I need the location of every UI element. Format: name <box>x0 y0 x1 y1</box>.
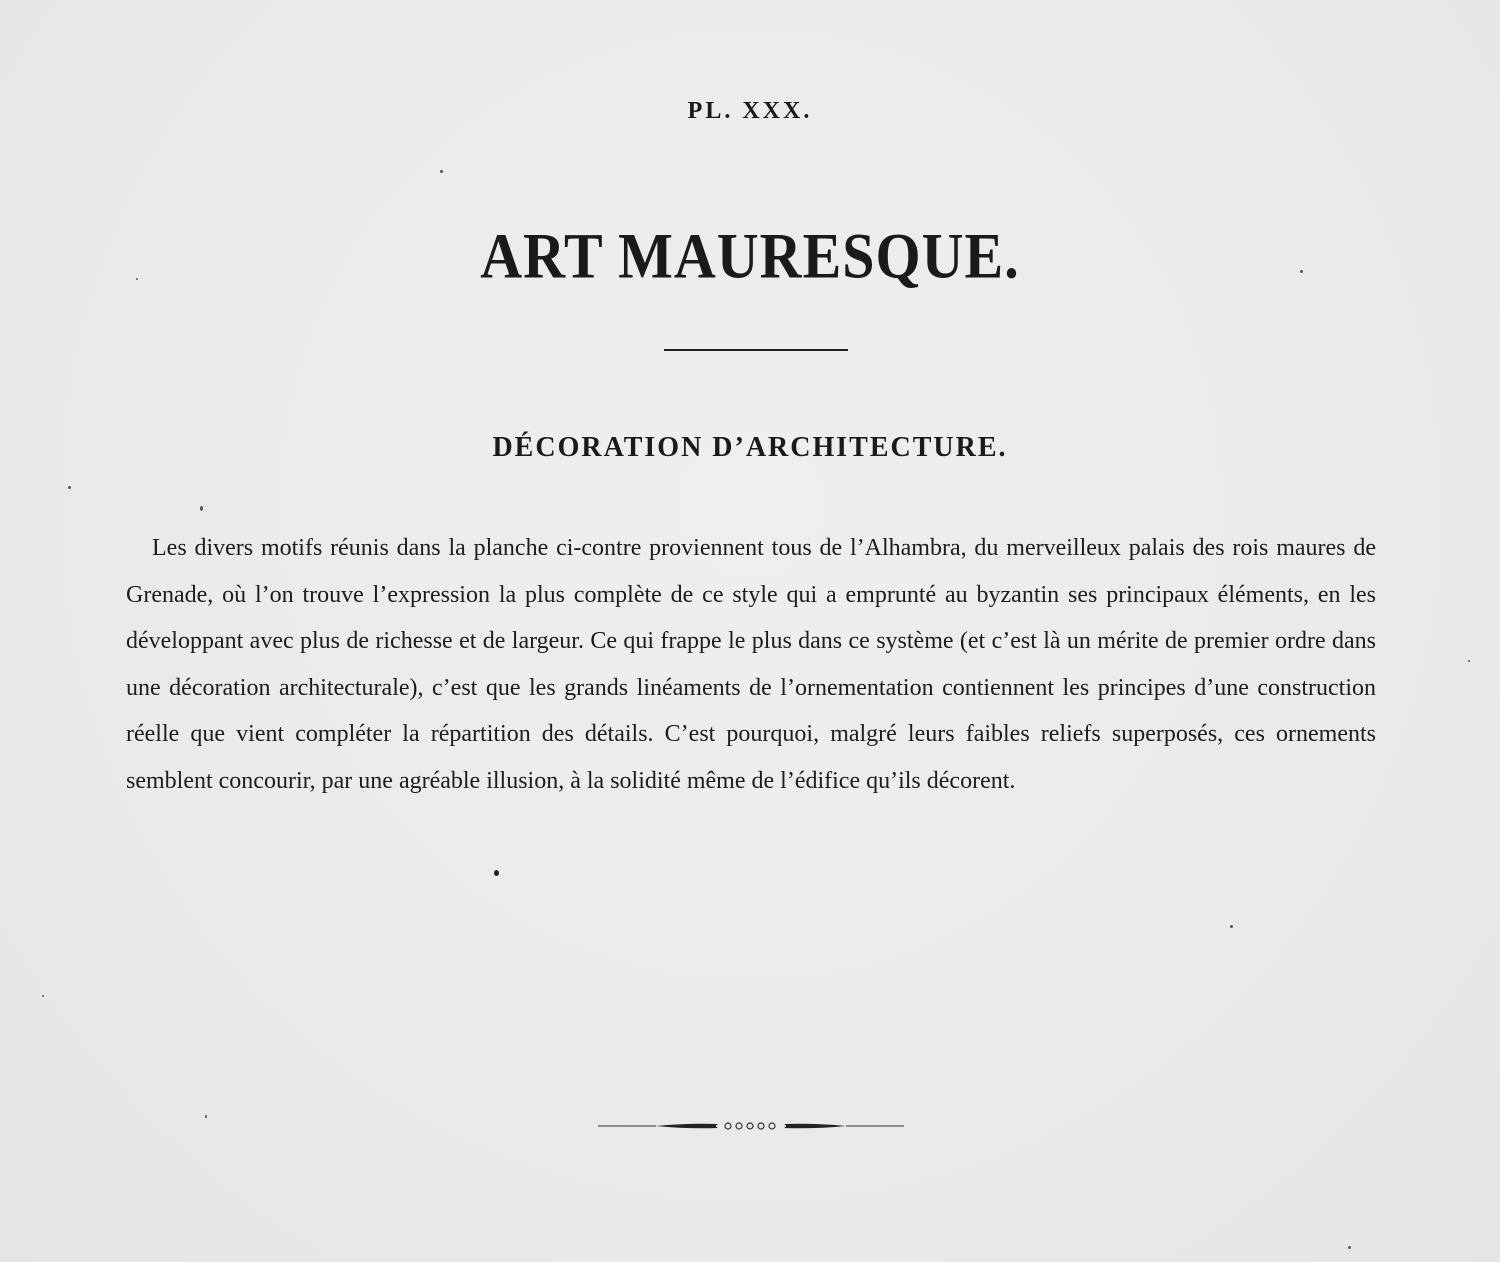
paper-speck <box>494 870 499 876</box>
body-paragraph: Les divers motifs réunis dans la planche ci-contre proviennent tous de l’Alhambra, du merveilleux palais des rois maures de Grenade, où l’on trouve l’expression la plus complète de ce style qui a emprunté au byzantin ses principaux éléments, en les développant avec plus de richesse et de largeur. Ce qui frappe le plus dans ce système (et c’est là un mérite de premier ordre dans une décoration architecturale), c’est que les grands linéaments de l’ornementation contiennent les principes d’une construction réelle que vient compléter la répartition des détails. C’est pourquoi, malgré leurs faibles reliefs superposés, ces ornements semblent concourir, par une agréable illusion, à la solidité même de l’édifice qu’ils décorent. <box>126 535 1376 794</box>
plate-number: PL. XXX. <box>687 98 813 124</box>
paper-speck <box>205 1115 207 1118</box>
section-subtitle: DÉCORATION D’ARCHITECTURE. <box>492 432 1008 463</box>
paper-speck <box>1468 660 1470 662</box>
paper-speck <box>136 278 138 280</box>
paper-speck <box>68 486 71 489</box>
tailpiece-ornament-icon <box>596 1112 906 1140</box>
page-title: ART MAURESQUE. <box>480 219 1020 292</box>
title-rule-divider <box>664 349 848 351</box>
paper-speck <box>1348 1246 1351 1249</box>
paper-speck <box>42 995 44 997</box>
paper-speck <box>1300 270 1303 273</box>
paper-speck <box>440 170 443 173</box>
paper-speck <box>1230 925 1233 928</box>
paper-speck <box>200 506 203 511</box>
